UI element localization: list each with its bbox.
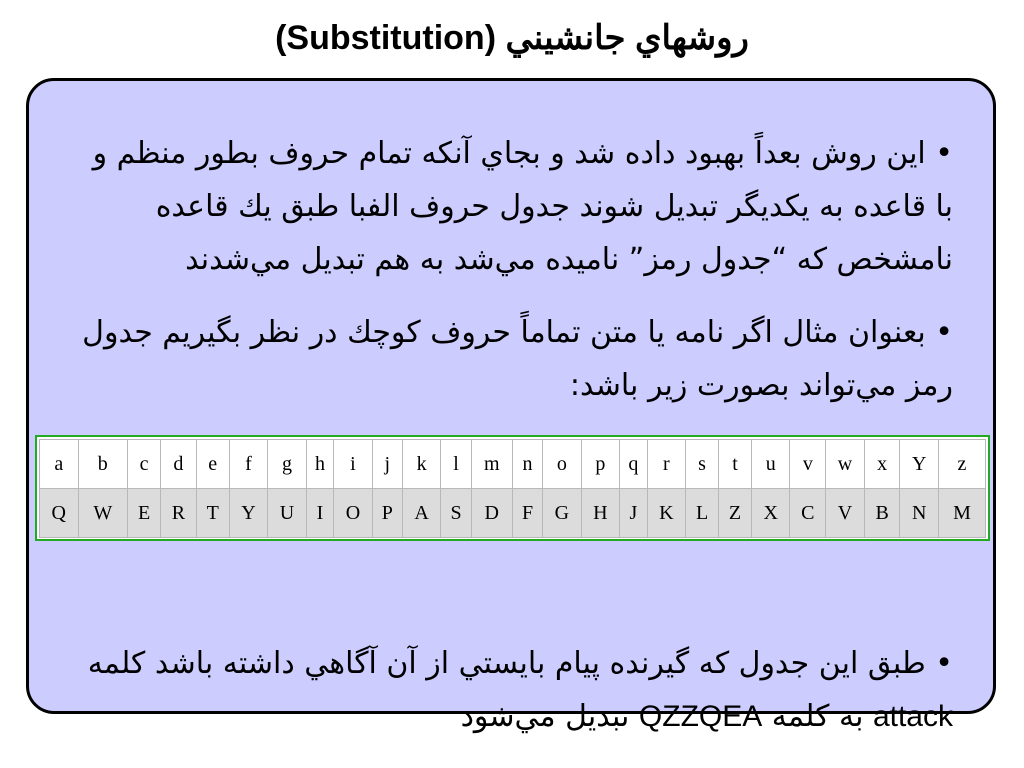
- cipher-letter-cell: H: [581, 489, 620, 538]
- plain-letter-cell: c: [128, 440, 161, 489]
- plain-letter-cell: a: [40, 440, 79, 489]
- plain-letter-cell: i: [334, 440, 373, 489]
- word-qzzqea: QZZQEA: [638, 700, 763, 733]
- paragraph-attack-text-2: به كلمه: [762, 699, 873, 734]
- cipher-letter-cell: S: [441, 489, 471, 538]
- cipher-letter-cell: A: [402, 489, 441, 538]
- cipher-letter-cell: R: [161, 489, 197, 538]
- plain-letter-cell: l: [441, 440, 471, 489]
- plain-letter-cell: b: [78, 440, 128, 489]
- paragraph-attack-text-1: • طبق اين جدول كه گيرنده پيام بايستي از آن آگاهي داشته باشد كلمه: [87, 646, 953, 681]
- cipher-letters-row: [40, 489, 986, 538]
- plain-letter-cell: r: [647, 440, 686, 489]
- plain-letter-cell: t: [719, 440, 752, 489]
- cipher-letter-cell: F: [512, 489, 542, 538]
- cipher-letter-cell: E: [128, 489, 161, 538]
- cipher-letter-cell: D: [471, 489, 512, 538]
- plain-letter-cell: s: [686, 440, 719, 489]
- plain-letters-row: [40, 440, 986, 489]
- cipher-letter-cell: O: [334, 489, 373, 538]
- paragraph-attack-text-3: تبديل مي‌شود: [460, 699, 639, 734]
- cipher-letter-cell: N: [900, 489, 939, 538]
- cipher-letter-cell: C: [790, 489, 826, 538]
- cipher-letter-cell: Q: [40, 489, 79, 538]
- cipher-letter-cell: V: [826, 489, 865, 538]
- plain-letter-cell: Y: [900, 440, 939, 489]
- cipher-table: [39, 439, 986, 538]
- cipher-letter-cell: J: [620, 489, 647, 538]
- paragraph-attack-example: [69, 637, 953, 743]
- cipher-letter-cell: U: [268, 489, 307, 538]
- cipher-letter-cell: L: [686, 489, 719, 538]
- plain-letter-cell: q: [620, 440, 647, 489]
- cipher-letter-cell: G: [543, 489, 582, 538]
- plain-letter-cell: z: [939, 440, 986, 489]
- cipher-letter-cell: T: [196, 489, 229, 538]
- plain-letter-cell: d: [161, 440, 197, 489]
- plain-letter-cell: k: [402, 440, 441, 489]
- cipher-letter-cell: P: [372, 489, 402, 538]
- cipher-letter-cell: X: [751, 489, 790, 538]
- cipher-letter-cell: B: [864, 489, 900, 538]
- cipher-letter-cell: I: [306, 489, 333, 538]
- plain-letter-cell: j: [372, 440, 402, 489]
- plain-letter-cell: n: [512, 440, 542, 489]
- plain-letter-cell: u: [751, 440, 790, 489]
- cipher-letter-cell: K: [647, 489, 686, 538]
- plain-letter-cell: w: [826, 440, 865, 489]
- cipher-letter-cell: M: [939, 489, 986, 538]
- content-panel: [26, 78, 996, 734]
- plain-letter-cell: h: [306, 440, 333, 489]
- word-attack: attack: [872, 700, 953, 733]
- plain-letter-cell: v: [790, 440, 826, 489]
- paragraph-example: • بعنوان مثال اگر نامه يا متن تماماً حروف كوچك در نظر بگيريم جدول رمز مي‌تواند بصورت زير باشد:: [82, 315, 953, 403]
- cipher-letter-cell: Y: [229, 489, 268, 538]
- plain-letter-cell: g: [268, 440, 307, 489]
- plain-letter-cell: m: [471, 440, 512, 489]
- slide-title: روشهاي جانشيني (Substitution): [275, 19, 749, 57]
- plain-letter-cell: e: [196, 440, 229, 489]
- cipher-letter-cell: W: [78, 489, 128, 538]
- cipher-letter-cell: Z: [719, 489, 752, 538]
- paragraph-substitution-table-intro: • اين روش بعداً بهبود داده شد و بجاي آنكه تمام حروف بطور منظم و با قاعده به يكديگر تبديل شوند جدول حروف الفبا طبق يك قاعده نامشخص كه “جدول رمز” ناميده مي‌شد به هم تبديل مي‌شدند: [92, 136, 953, 277]
- plain-letter-cell: f: [229, 440, 268, 489]
- cipher-table-frame: [35, 435, 990, 541]
- plain-letter-cell: x: [864, 440, 900, 489]
- plain-letter-cell: p: [581, 440, 620, 489]
- plain-letter-cell: o: [543, 440, 582, 489]
